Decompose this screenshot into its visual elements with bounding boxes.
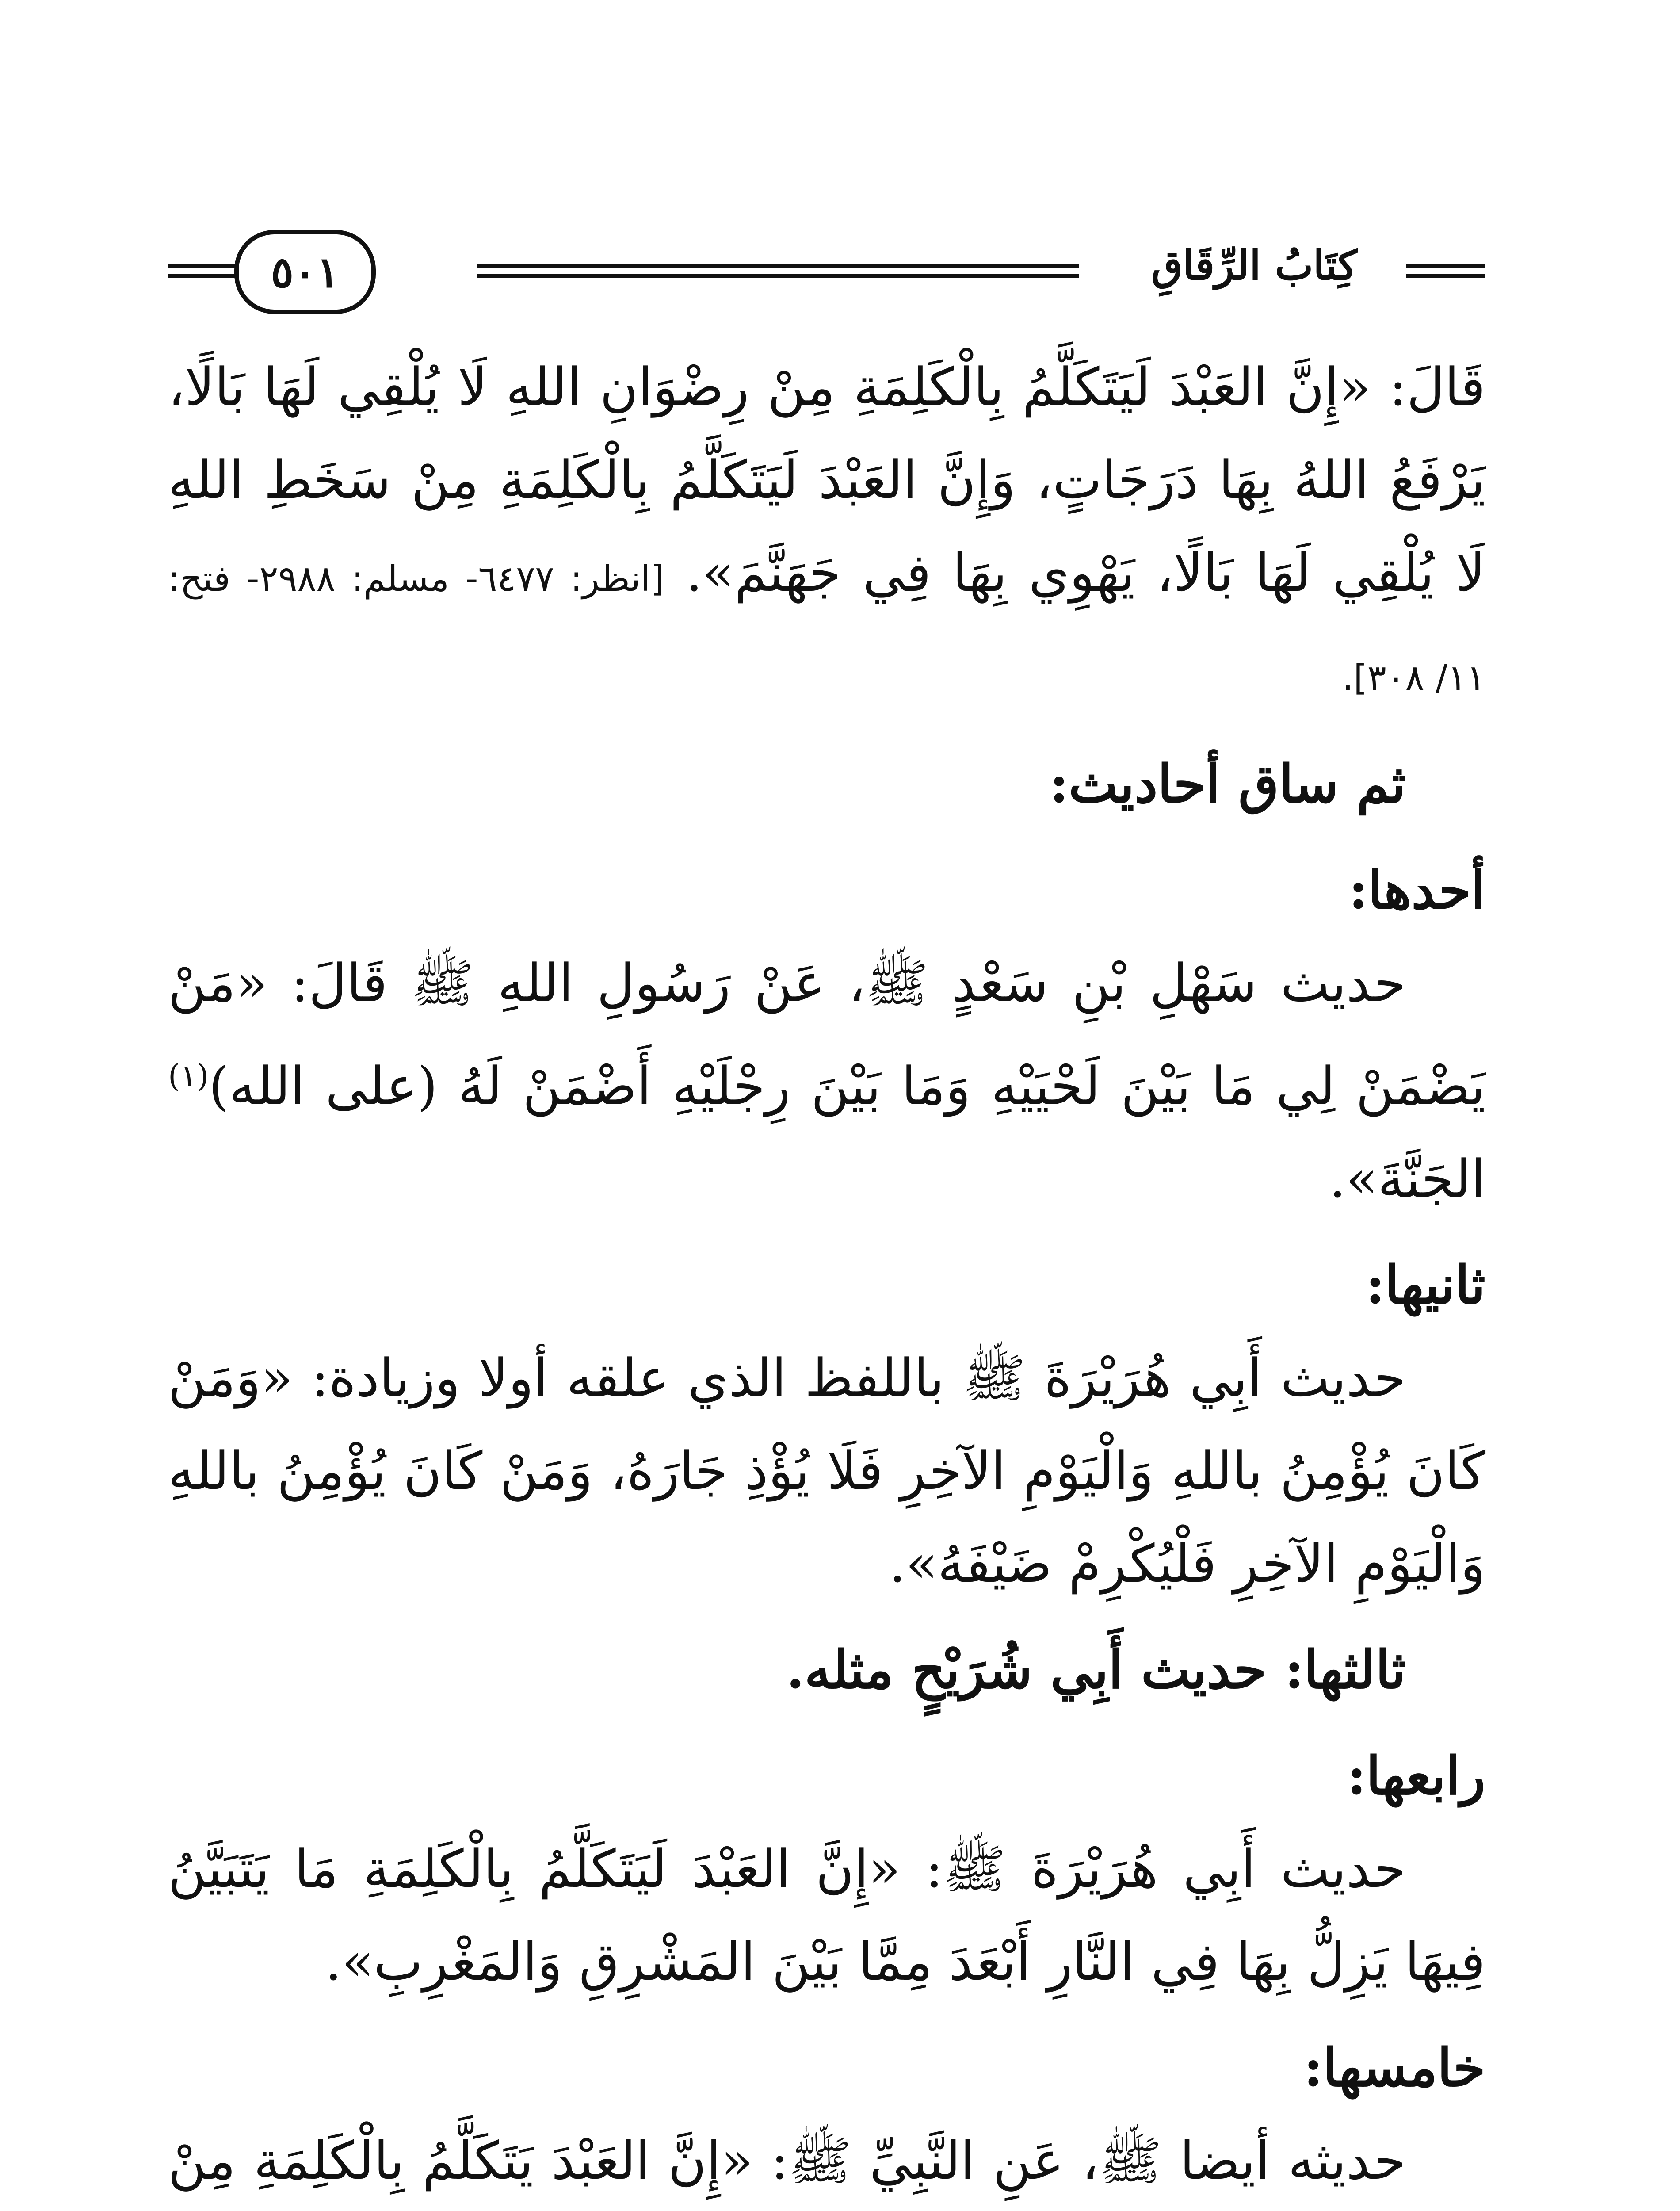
heading-second: ثانيها:: [1365, 1254, 1485, 1316]
book-title: كِتَابُ الرِّقَاقِ: [1151, 241, 1357, 289]
heading-third: ثالثها: حديث أَبِي شُرَيْحٍ مثله.: [786, 1639, 1406, 1700]
hadith-2-text: حديث سَهْلِ بْنِ سَعْدٍ ﷺ، عَنْ رَسُولِ اللهِ ﷺ قَالَ: «مَنْ يَضْمَنْ لِي مَا بَيْنَ لَحْيَيْهِ وَمَا بَيْنَ رِجْلَيْهِ أَضْمَنْ لَهُ (على الله): [168, 952, 1485, 1117]
header-rule-left-2: [168, 274, 239, 278]
paragraph-hadith-4: حديث أَبِي هُرَيْرَةَ ﷺ: «إِنَّ العَبْدَ لَيَتَكَلَّمُ بِالْكَلِمَةِ مَا يَتَبَيَّنُ فِيهَا يَزِلُّ بِهَا فِي النَّارِ أَبْعَدَ مِمَّا بَيْنَ المَشْرِقِ وَالمَغْرِبِ».: [168, 1838, 1485, 1992]
header-rule-left: [168, 264, 239, 268]
paragraph-hadith-3: حديث أَبِي هُرَيْرَةَ ﷺ باللفظ الذي علقه أولا وزيادة: «وَمَنْ كَانَ يُؤْمِنُ باللهِ وَالْيَوْمِ الآخِرِ فَلَا يُؤْذِ جَارَهُ، وَمَنْ كَانَ يُؤْمِنُ باللهِ وَالْيَوْمِ الآخِرِ فَلْيُكْرِمْ ضَيْفَهُ».: [168, 1347, 1485, 1594]
header-rule-middle: [477, 264, 1079, 268]
heading-fourth: رابعها:: [1347, 1745, 1485, 1806]
page-number-frame: [234, 230, 376, 314]
header-rule-right-2: [1406, 274, 1485, 278]
paragraph-hadith-5: حديثه أيضا ﷺ، عَنِ النَّبِيِّ ﷺ: «إِنَّ العَبْدَ يَتَكَلَّمُ بِالْكَلِمَةِ مِنْ: [168, 2130, 1406, 2191]
intro-line: ثم ساق أحاديث:: [1049, 753, 1406, 815]
hadith-1-text: قَالَ: «إِنَّ العَبْدَ لَيَتَكَلَّمُ بِالْكَلِمَةِ مِنْ رِضْوَانِ اللهِ لَا يُلْقِي لَهَا بَالًا، يَرْفَعُ اللهُ بِهَا دَرَجَاتٍ، وَإِنَّ العَبْدَ لَيَتَكَلَّمُ بِالْكَلِمَةِ مِنْ سَخَطِ اللهِ لَا يُلْقِي لَهَا بَالًا، يَهْوِي بِهَا فِي جَهَنَّمَ».: [168, 356, 1485, 603]
paragraph-hadith-1: [168, 340, 1485, 724]
page-header: [168, 230, 1485, 318]
heading-first: أحدها:: [1348, 859, 1485, 921]
footnote-marker: (١): [168, 1058, 209, 1094]
header-rule-right: [1406, 264, 1485, 268]
paragraph-hadith-2: [168, 937, 1485, 1225]
heading-fifth: خامسها:: [1303, 2037, 1485, 2098]
hadith-1-reference: [انظر: ٦٤٧٧- مسلم: ٢٩٨٨- فتح: ١١/ ٣٠٨].: [168, 558, 1485, 698]
page-number: ٥٠١: [271, 247, 340, 297]
header-rule-middle-2: [477, 274, 1079, 278]
main-text: [168, 340, 1485, 2211]
hadith-2-text-end: الجَنَّةَ».: [1329, 1148, 1485, 1209]
